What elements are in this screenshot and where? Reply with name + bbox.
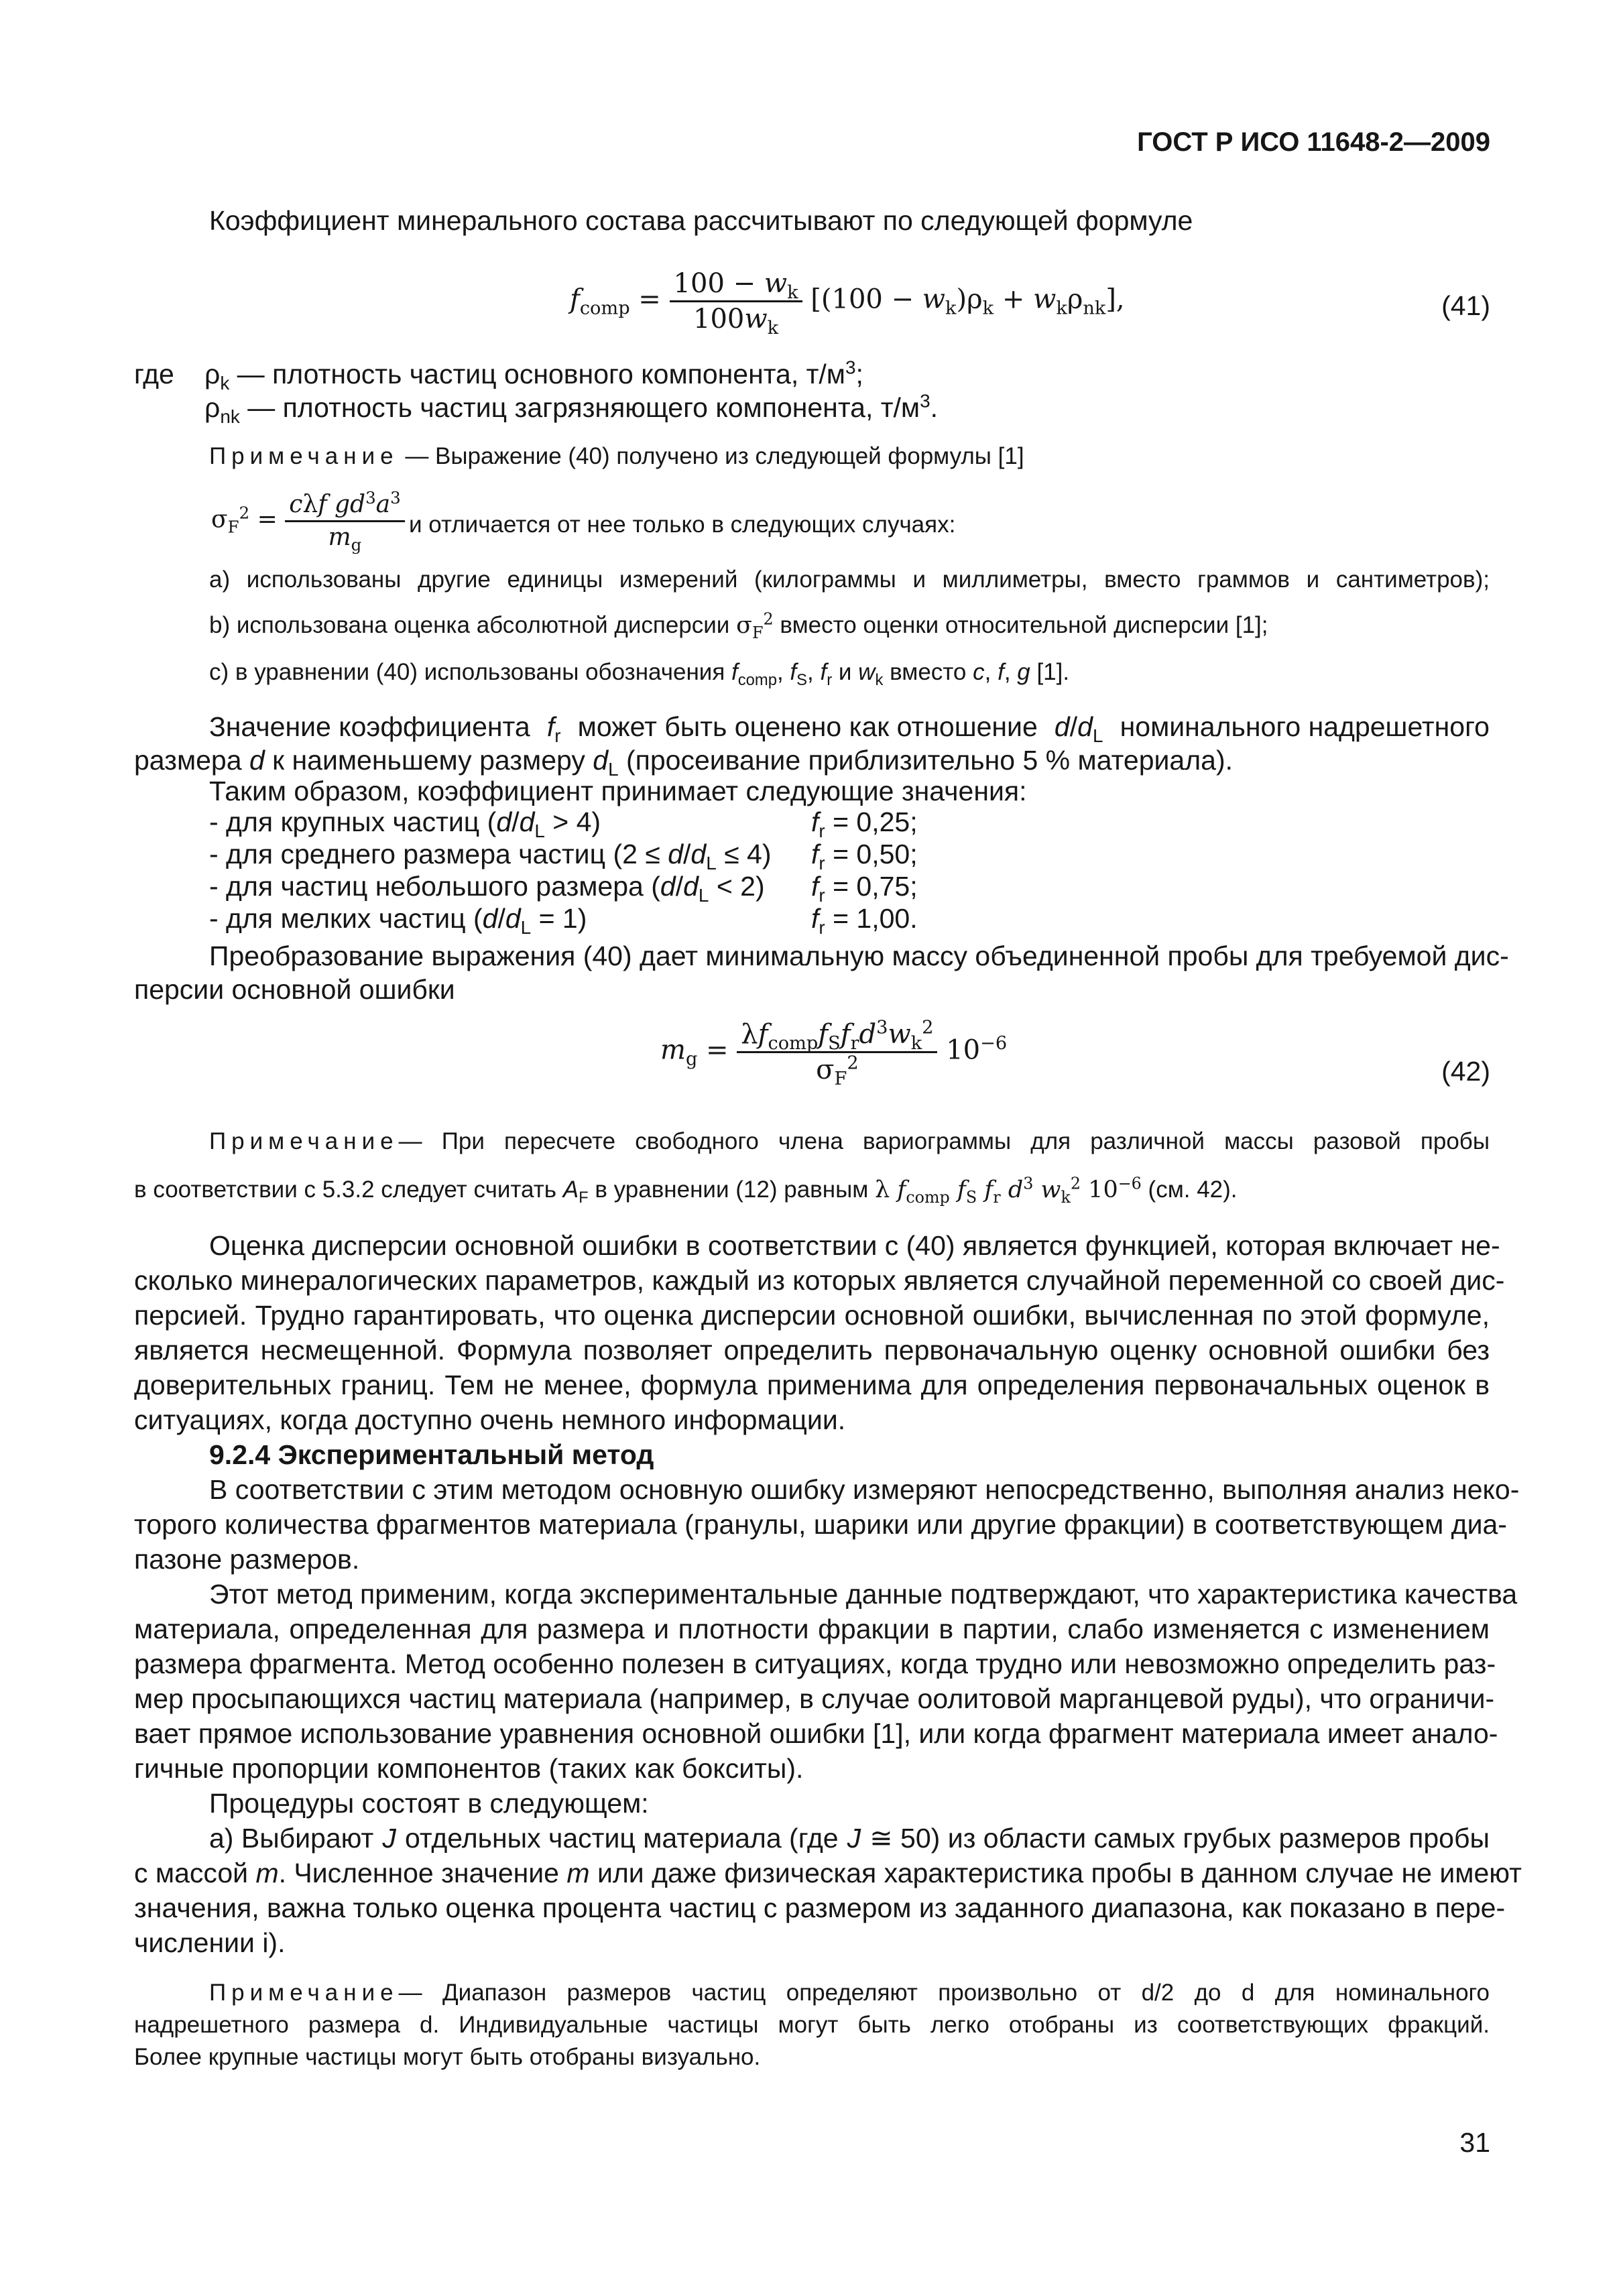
formula-42: $m_g$ = $\frac{\lambda f_{comp}f_Sf_rd^3w_k^2}{\sigma_F^2}$ $10^{-6}$ (660, 1017, 1008, 1089)
equation-number-42: (42) (1441, 1056, 1490, 1087)
step-a-part: или даже физическая характеристика пробы в данном случае не имеют (597, 1858, 1522, 1888)
fr-paragraph-line-1: Значение коэффициента $f_r$ может быть оценено как отношение $d/d_L$ номинального надрешетного (209, 709, 1490, 744)
fr-line2-c: (просеивание приблизительно 5 % материала). (626, 745, 1234, 776)
step-a-part: ≅ 50) из области самых грубых размеров пробы (869, 1823, 1490, 1854)
note-2-part-b: в уравнении (12) равным (595, 1176, 869, 1203)
note-3-line-2: надрешетного размера d. Индивидуальные частицы могут быть легко отобраны из соответствующих фракций. (134, 2012, 1490, 2038)
step-a-line-4: числении i). (134, 1927, 286, 1958)
note-1-text: — Выражение (40) получено из следующей формулы [1] (398, 443, 1024, 469)
estimate-line: ситуациях, когда доступно очень немного информации. (134, 1404, 846, 1435)
item-b-part-2: вместо оценки относительной дисперсии [1]; (780, 612, 1268, 638)
transform-line-2: персии основной ошибки (134, 974, 455, 1005)
note-1-item-a: а) использованы другие единицы измерений (килограммы и миллиметры, вместо граммов и сантиметров); (209, 566, 1490, 593)
fr-value: $f_r = 0,25$; (811, 806, 918, 842)
rho-nk-description: — плотность частиц загрязняющего компонента, т/м (247, 392, 920, 423)
procedures-intro: Процедуры состоят в следующем: (209, 1788, 649, 1819)
document-id: ГОСТ Р ИСО 11648-2—2009 (1137, 127, 1490, 157)
fr-paragraph-line-2: размера d к наименьшему размеру $d_L$ (просеивание приблизительно 5 % материала). (134, 745, 1234, 780)
fr-value-row: - для среднего размера частиц $(2 \le d/d_L \le 4)$ (209, 839, 772, 874)
equation-number-41: (41) (1441, 290, 1490, 321)
fr-paragraph-line-3: Таким образом, коэффициент принимает следующие значения: (209, 776, 1027, 806)
apply-line: гичные пропорции компонентов (таких как бокситы). (134, 1753, 804, 1784)
fr-line2-a: размера (134, 745, 242, 776)
note-3-line-3: Более крупные частицы могут быть отобраны визуально. (134, 2044, 761, 2070)
note-1-intro (209, 441, 1024, 472)
formula-source: $\sigma_F^2$ = $\frac{c\lambda f gd^3a^3}{m_g}$ (211, 489, 405, 553)
estimate-line: Оценка дисперсии основной ошибки в соответствии с (40) является функцией, которая включает не- (209, 1230, 1500, 1261)
transform-line-1: Преобразование выражения (40) дает минимальную массу объединенной пробы для требуемой дис- (209, 941, 1509, 971)
fr-line1-b: может быть оценено как отношение (577, 711, 1038, 742)
page-number: 31 (1459, 2127, 1490, 2158)
step-a-part: с массой (134, 1858, 249, 1888)
fr-value-number: = 0,50; (825, 839, 918, 869)
note-2-line-2: в соответствии с 5.3.2 следует считать $A_F$ в уравнении (12) равным λ $f_{comp}$ $f_S$ $f_r$ $d^3$ $w_k^2$ $10^{-6}$ (см. 42). (134, 1174, 1238, 1207)
fr-value-row: - для мелких частиц $(d/d_L = 1)$ (209, 903, 587, 939)
estimate-line: доверительных границ. Тем не менее, формула применима для определения первоначальных оценок в (134, 1370, 1490, 1400)
method-line: В соответствии с этим методом основную ошибку измеряют непосредственно, выполняя анализ неко- (209, 1474, 1520, 1505)
note-2-part-a: в соответствии с 5.3.2 следует считать (134, 1176, 556, 1203)
apply-line: размера фрагмента. Метод особенно полезен в ситуациях, когда трудно или невозможно определить раз- (134, 1648, 1496, 1679)
fr-row-desc: - для среднего размера частиц (2 ≤ (209, 839, 668, 869)
note-1-after-formula: и отличается от нее только в следующих случаях: (409, 511, 956, 538)
apply-line: Этот метод применим, когда экспериментальные данные подтверждают, что характеристика качества (209, 1579, 1518, 1610)
fr-value-row: - для крупных частиц $(d/d_L > 4)$ (209, 806, 601, 842)
apply-line: мер просыпающихся частиц материала (например, в случае оолитовой марганцевой руды), что ограничи- (134, 1683, 1495, 1714)
fr-row-cond: > 4) (544, 806, 601, 837)
note-3-line-1 (209, 1978, 1490, 2008)
fr-value-row: - для частиц небольшого размера $(d/d_L < 2)$ (209, 871, 765, 906)
fr-row-cond: < 2) (709, 871, 765, 902)
step-a-part: . Численное значение (278, 1858, 559, 1888)
step-a-line-2: с массой m. Численное значение m или даже физическая характеристика пробы в данном случае не имеют (134, 1858, 1522, 1888)
estimate-line: персией. Трудно гарантировать, что оценка дисперсии основной ошибки, вычисленная по этой формуле, (134, 1300, 1490, 1331)
fr-line2-b: к наименьшему размеру (272, 745, 585, 776)
rho-k-definition: $\rho_k$ — плотность частиц основного компонента, $т/м^3$; (204, 357, 863, 394)
fr-value: $f_r = 0,75$; (811, 871, 918, 906)
where-label: где (134, 359, 174, 389)
step-a-line-1: а) Выбирают J отдельных частиц материала (где J ≅ 50) из области самых грубых размеров пробы (209, 1821, 1490, 1856)
note-label: Примечание (209, 1980, 399, 2006)
item-b-part-1: b) использована оценка абсолютной дисперсии (209, 612, 730, 638)
item-c-text: с) в уравнении (40) использованы обозначения (209, 659, 725, 685)
step-a-part: отдельных частиц материала (где (405, 1823, 839, 1854)
fr-line1-a: Значение коэффициента (209, 711, 530, 742)
estimate-line: является несмещенной. Формула позволяет определить первоначальную оценку основной ошибки без (134, 1335, 1490, 1366)
section-heading: 9.2.4 Экспериментальный метод (209, 1439, 654, 1470)
fr-value-number: = 0,25; (825, 806, 918, 837)
apply-line: вает прямое использование уравнения основной ошибки [1], или когда фрагмент материала имеет анало- (134, 1718, 1498, 1749)
fr-row-cond: = 1) (531, 903, 587, 934)
fr-row-cond: ≤ 4) (716, 839, 772, 869)
step-a-part: а) Выбирают (209, 1823, 374, 1854)
note-1-item-b: b) использована оценка абсолютной дисперсии $\sigma_F^2$ вместо оценки относительной дисперсии [1]; (209, 609, 1268, 642)
note-3-text: — Диапазон размеров частиц определяют произвольно от d/2 до d для номинального (398, 1980, 1490, 2006)
method-line: торого количества фрагментов материала (гранулы, шарики или другие фракции) в соответствующем диа- (134, 1509, 1507, 1540)
note-2-line-1 (209, 1126, 1490, 1157)
rho-nk-definition: $\rho_{nk}$ — плотность частиц загрязняющего компонента, $т/м^3$. (204, 390, 939, 428)
note-label: Примечание (209, 1128, 399, 1154)
note-1-item-c: с) в уравнении (40) использованы обозначения $f_{comp}$, $f_S$, $f_r$ и $w_k$ вместо c, f, g [1]. (209, 659, 1070, 689)
fr-row-desc: - для крупных частиц ( (209, 806, 497, 837)
note-label: Примечание (209, 443, 399, 469)
step-a-line-3: значения, важна только оценка процента частиц с размером из заданного диапазона, как показано в пере- (134, 1892, 1506, 1923)
method-line: пазоне размеров. (134, 1544, 360, 1575)
fr-line1-c: номинального надрешетного (1120, 711, 1490, 742)
note-2-text: — При пересчете свободного члена вариограммы для различной массы разовой пробы (398, 1128, 1490, 1154)
fr-row-desc: - для частиц небольшого размера ( (209, 871, 660, 902)
fr-value-number: = 0,75; (825, 871, 918, 902)
estimate-line: сколько минералогических параметров, каждый из которых является случайной переменной со своей дис- (134, 1265, 1505, 1296)
rho-k-description: — плотность частиц основного компонента, т/м (237, 359, 845, 389)
note-2-part-c: (см. 42). (1148, 1176, 1238, 1203)
formula-41: $f_{comp}$ = $\frac{100 - w_k}{100w_k}$ $[(100 - w_k)\rho_k + w_k\rho_{nk}]$, (570, 268, 1125, 339)
fr-value: $f_r = 1,00$. (811, 903, 918, 939)
apply-line: материала, определенная для размера и плотности фракции в партии, слабо изменяется с изменением (134, 1614, 1490, 1644)
fr-value: $f_r = 0,50$; (811, 839, 918, 874)
fr-value-number: = 1,00. (825, 903, 918, 934)
fr-row-desc: - для мелких частиц ( (209, 903, 483, 934)
intro-text: Коэффициент минерального состава рассчитывают по следующей формуле (209, 205, 1193, 236)
